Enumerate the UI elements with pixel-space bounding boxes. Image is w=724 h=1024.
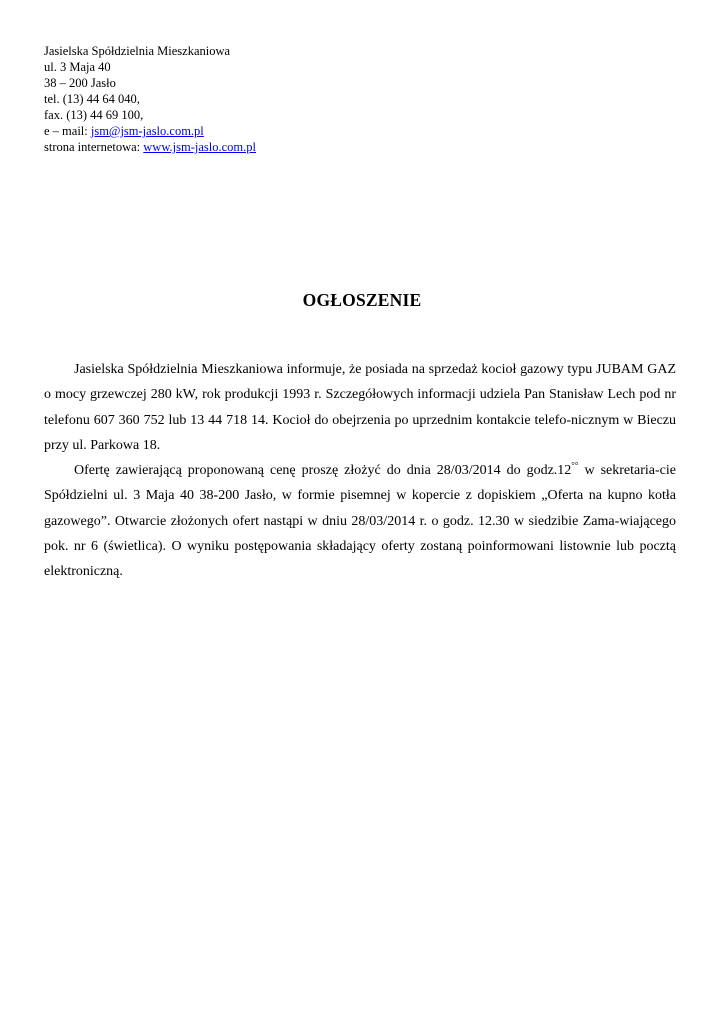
email-link[interactable]: jsm@jsm-jaslo.com.pl	[90, 124, 204, 138]
street-address: ul. 3 Maja 40	[44, 60, 111, 74]
fax-number: fax. (13) 44 69 100,	[44, 108, 144, 122]
announcement-body	[44, 357, 676, 585]
time-superscript: °°	[571, 460, 579, 471]
website-label: strona internetowa:	[44, 140, 144, 154]
announcement-title: OGŁOSZENIE	[302, 290, 422, 310]
postal-city: 38 – 200 Jasło	[44, 76, 116, 90]
email-line	[44, 123, 256, 139]
offer-text-start: Ofertę zawierającą proponowaną cenę proszę złożyć do dnia 28/03/2014 do godz.12	[74, 463, 572, 479]
letterhead	[44, 43, 256, 155]
website-link[interactable]: www.jsm-jaslo.com.pl	[143, 140, 257, 154]
paragraph-sale-info: Jasielska Spółdzielnia Mieszkaniowa informuje, że posiada na sprzedaż kocioł gazowy typu JUBAM GAZ o mocy grzewczej 280 kW, rok produkcji 1993 r. Szczegółowych informacji udziela Pan Stanisław Lech pod nr telefonu 607 360 752 lub 13 44 718 14. Kocioł do obejrzenia po uprzednim kontakcie telefo-nicznym w Bieczu przy ul. Parkowa 18.	[44, 362, 676, 453]
paragraph-offer-info	[44, 458, 676, 584]
website-line	[44, 139, 256, 155]
phone-number: tel. (13) 44 64 040,	[44, 92, 140, 106]
offer-text-end: w sekretaria-cie Spółdzielni ul. 3 Maja 40 38-200 Jasło, w formie pisemnej w kopercie z dopiskiem „Oferta na kupno kotła gazowego”. Otwarcie złożonych ofert nastąpi w dniu 28/03/2014 r. o godz. 12.30 w siedzibie Zama-wiającego pok. nr 6 (świetlica). O wyniku postępowania składający oferty zostaną poinformowani listownie lub pocztą elektroniczną.	[44, 463, 676, 580]
organization-name: Jasielska Spółdzielnia Mieszkaniowa	[44, 44, 231, 58]
email-label: e – mail:	[44, 124, 91, 138]
